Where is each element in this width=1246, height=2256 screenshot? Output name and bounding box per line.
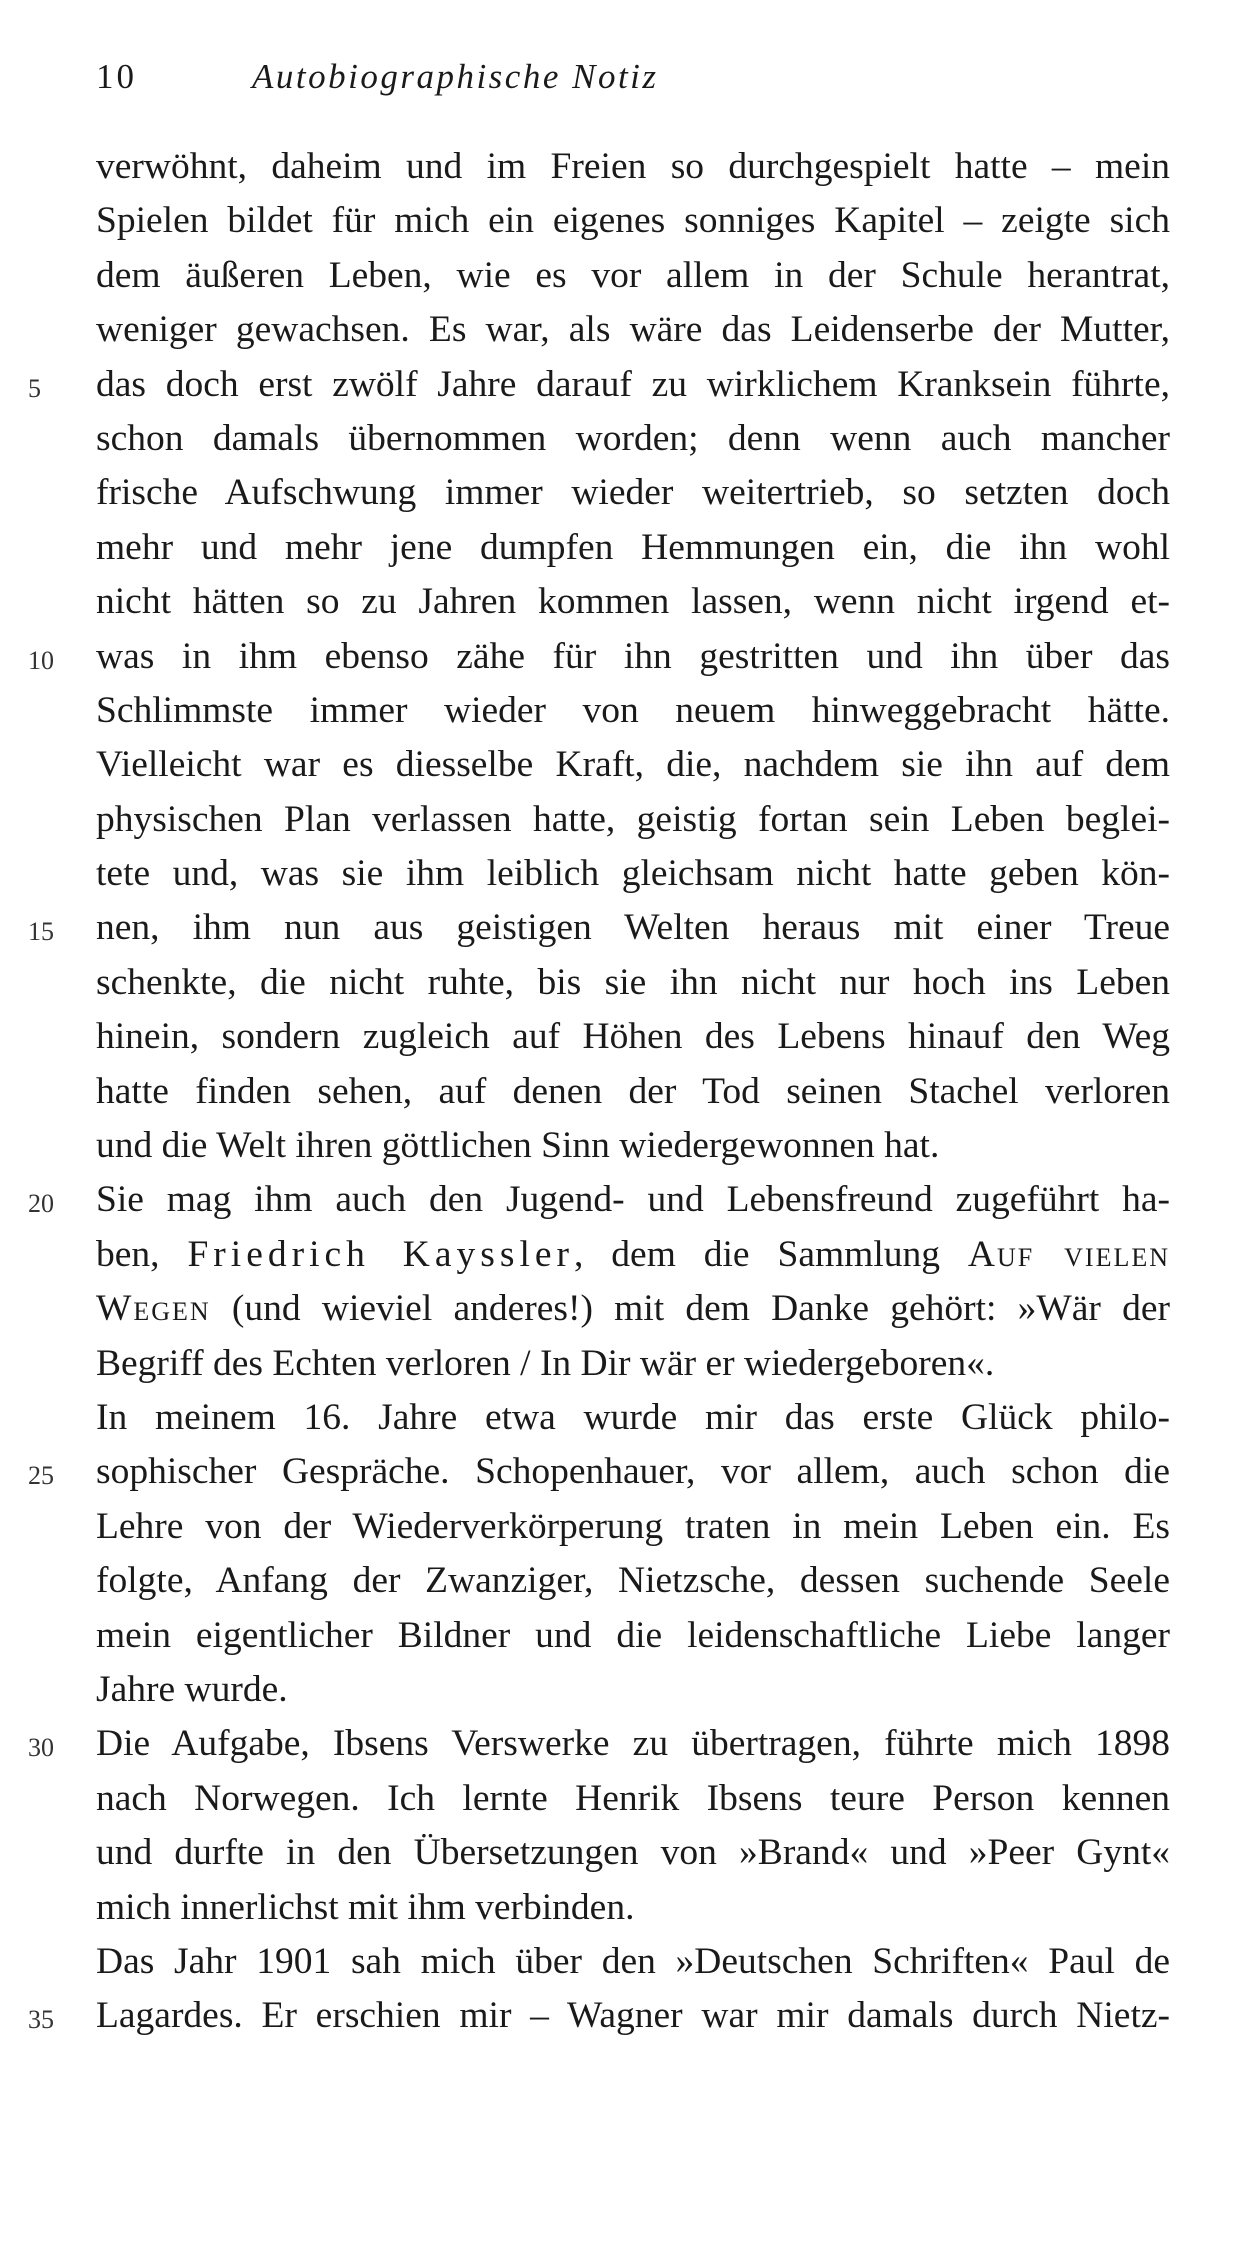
line-text bbox=[96, 1228, 1170, 1282]
text-line bbox=[28, 358, 1170, 412]
line-text: folgte, Anfang der Zwanziger, Nietzsche, dessen suchende Seele bbox=[96, 1560, 1170, 1602]
text-line bbox=[96, 140, 1170, 194]
line-text: Begriff des Echten verloren / In Dir wär er wiedergeboren«. bbox=[96, 1342, 995, 1384]
body-text bbox=[28, 140, 1170, 2044]
line-number: 25 bbox=[28, 1461, 54, 1491]
line-text: sophischer Gespräche. Schopenhauer, vor allem, auch schon die bbox=[96, 1451, 1170, 1493]
line-text: Das Jahr 1901 sah mich über den »Deutschen Schriften« Paul de bbox=[96, 1940, 1170, 1982]
text-line bbox=[96, 1663, 1170, 1717]
running-title: Autobiographische Notiz bbox=[252, 57, 659, 96]
line-text: Lagardes. Er erschien mir – Wagner war mir damals durch Nietz- bbox=[96, 1995, 1170, 2037]
text-line bbox=[96, 303, 1170, 357]
line-number: 10 bbox=[28, 645, 54, 675]
text-line bbox=[96, 521, 1170, 575]
line-text: Spielen bildet für mich ein eigenes sonniges Kapitel – zeigte sich bbox=[96, 200, 1170, 242]
line-text: schenkte, die nicht ruhte, bis sie ihn nicht nur hoch ins Leben bbox=[96, 961, 1170, 1003]
text-line bbox=[96, 684, 1170, 738]
line-text: Schlimmste immer wieder von neuem hinweggebracht hätte. bbox=[96, 689, 1170, 731]
line-text: das doch erst zwölf Jahre darauf zu wirklichem Kranksein führte, bbox=[96, 363, 1170, 405]
text-line bbox=[96, 1935, 1170, 1989]
line-text: und durfte in den Übersetzungen von »Brand« und »Peer Gynt« bbox=[96, 1832, 1170, 1874]
text-line bbox=[28, 1717, 1170, 1771]
text-line bbox=[96, 738, 1170, 792]
text-line bbox=[96, 1609, 1170, 1663]
line-text: nicht hätten so zu Jahren kommen lassen, wenn nicht irgend et- bbox=[96, 581, 1170, 623]
line-number: 35 bbox=[28, 2005, 54, 2035]
text-line bbox=[96, 1772, 1170, 1826]
text-line bbox=[96, 1391, 1170, 1445]
text-line bbox=[96, 1881, 1170, 1935]
line-text: verwöhnt, daheim und im Freien so durchgespielt hatte – mein bbox=[96, 146, 1170, 187]
line-text: Lehre von der Wiederverkörperung traten in mein Leben ein. Es bbox=[96, 1505, 1170, 1547]
text-line bbox=[28, 1989, 1170, 2043]
text-line bbox=[96, 1282, 1170, 1336]
text-fragment: (und wieviel anderes!) mit dem Danke gehört: »Wär der bbox=[210, 1288, 1170, 1330]
line-text: Jahre wurde. bbox=[96, 1668, 288, 1710]
page-number: 10 bbox=[96, 57, 137, 96]
text-line bbox=[96, 1119, 1170, 1173]
line-text: was in ihm ebenso zähe für ihn gestritten und ihn über das bbox=[96, 635, 1170, 677]
line-text: schon damals übernommen worden; denn wenn auch mancher bbox=[96, 417, 1170, 459]
line-text: hatte finden sehen, auf denen der Tod seinen Stachel verloren bbox=[96, 1070, 1170, 1112]
small-caps-title: Wegen bbox=[96, 1288, 211, 1330]
line-text: nen, ihm nun aus geistigen Welten heraus mit einer Treue bbox=[96, 907, 1170, 949]
text-line bbox=[28, 901, 1170, 955]
text-fragment: , dem die Sammlung bbox=[574, 1233, 968, 1275]
line-text: Sie mag ihm auch den Jugend- und Lebensfreund zugeführt ha- bbox=[96, 1179, 1170, 1221]
text-line bbox=[96, 847, 1170, 901]
line-text: nach Norwegen. Ich lernte Henrik Ibsens teure Person kennen bbox=[96, 1777, 1170, 1819]
line-text: dem äußeren Leben, wie es vor allem in der Schule herantrat, bbox=[96, 254, 1170, 296]
text-line bbox=[96, 1554, 1170, 1608]
text-line bbox=[28, 1445, 1170, 1499]
text-line bbox=[96, 194, 1170, 248]
text-line bbox=[96, 1228, 1170, 1282]
text-line bbox=[96, 1826, 1170, 1880]
line-text bbox=[96, 1282, 1170, 1336]
text-line bbox=[28, 630, 1170, 684]
text-line bbox=[96, 1500, 1170, 1554]
line-text: physischen Plan verlassen hatte, geistig fortan sein Leben beglei- bbox=[96, 798, 1170, 840]
line-number: 20 bbox=[28, 1189, 54, 1219]
text-line bbox=[96, 466, 1170, 520]
text-line bbox=[96, 1010, 1170, 1064]
line-text: frische Aufschwung immer wieder weitertrieb, so setzten doch bbox=[96, 472, 1170, 514]
text-line bbox=[96, 793, 1170, 847]
text-line bbox=[96, 956, 1170, 1010]
text-line bbox=[28, 1173, 1170, 1227]
line-text: und die Welt ihren göttlichen Sinn wiedergewonnen hat. bbox=[96, 1125, 940, 1167]
line-text: Vielleicht war es diesselbe Kraft, die, nachdem sie ihn auf dem bbox=[96, 744, 1170, 786]
line-text: In meinem 16. Jahre etwa wurde mir das erste Glück philo- bbox=[96, 1396, 1170, 1438]
text-line bbox=[96, 575, 1170, 629]
text-fragment: ben, bbox=[96, 1233, 188, 1275]
line-text: tete und, was sie ihm leiblich gleichsam nicht hatte geben kön- bbox=[96, 853, 1170, 895]
line-text: mein eigentlicher Bildner und die leidenschaftliche Liebe langer bbox=[96, 1614, 1170, 1656]
line-text: hinein, sondern zugleich auf Höhen des Lebens hinauf den Weg bbox=[96, 1016, 1170, 1058]
line-text: mich innerlichst mit ihm verbinden. bbox=[96, 1886, 635, 1928]
text-line bbox=[96, 1337, 1170, 1391]
line-text: weniger gewachsen. Es war, als wäre das Leidenserbe der Mutter, bbox=[96, 309, 1170, 351]
small-caps-title: Auf vielen bbox=[967, 1233, 1170, 1275]
line-number: 15 bbox=[28, 917, 54, 947]
spaced-name: Friedrich Kayssler bbox=[187, 1233, 575, 1275]
line-number: 5 bbox=[28, 373, 41, 403]
line-text: mehr und mehr jene dumpfen Hemmungen ein, die ihn wohl bbox=[96, 526, 1170, 568]
line-text: Die Aufgabe, Ibsens Verswerke zu übertragen, führte mich 1898 bbox=[96, 1723, 1170, 1765]
text-line bbox=[96, 249, 1170, 303]
line-number: 30 bbox=[28, 1733, 54, 1763]
text-line bbox=[96, 412, 1170, 466]
text-line bbox=[96, 1065, 1170, 1119]
